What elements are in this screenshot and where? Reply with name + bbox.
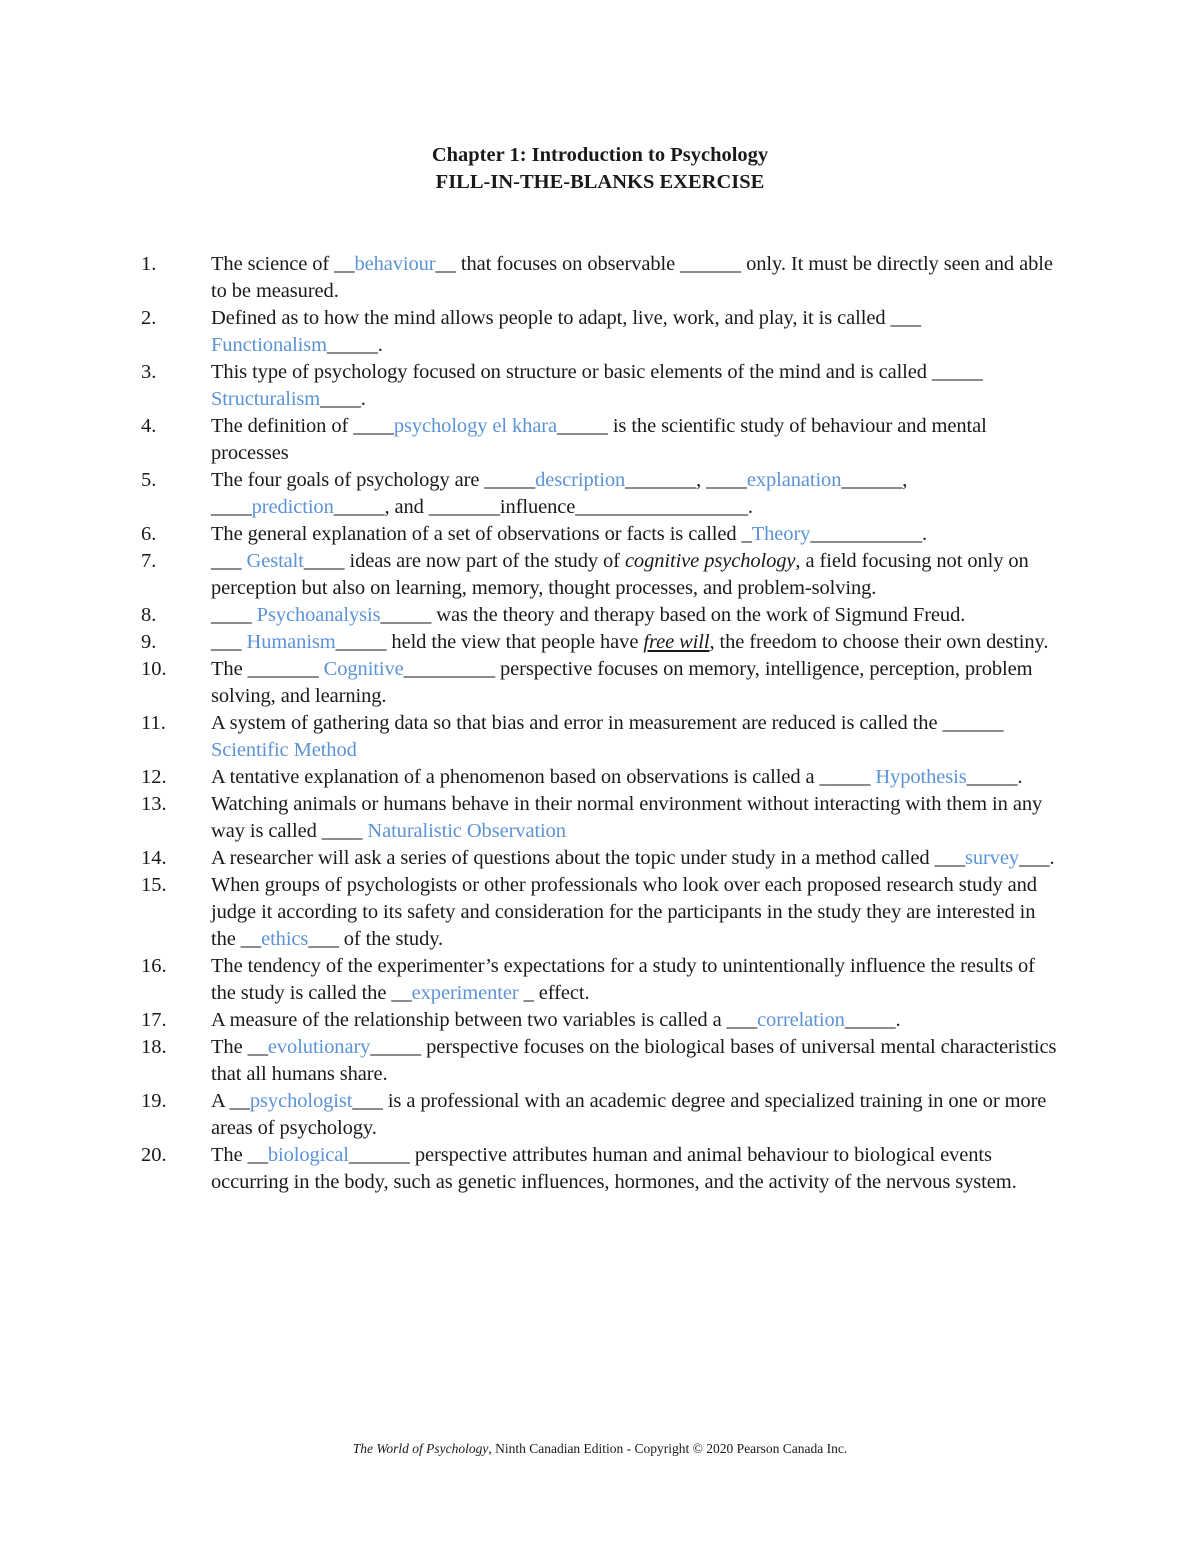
question-text-segment: ____ <box>211 604 257 626</box>
question-text <box>211 548 1061 602</box>
question-text <box>211 251 1061 305</box>
question-number: 11. <box>141 712 166 734</box>
question-text <box>211 710 1061 764</box>
question-text-segment: ___ is a professional with an academic degree and specialized training in one or more areas of psychology. <box>211 1090 1047 1139</box>
filled-answer: Scientific Method <box>211 739 357 761</box>
question-text-segment: ___ of the study. <box>308 928 444 950</box>
question-text-segment: A __ <box>211 1090 250 1112</box>
question-number: 17. <box>141 1009 167 1031</box>
question-text-segment: The general explanation of a set of observations or facts is called _ <box>211 523 752 545</box>
question-item <box>0 710 1200 764</box>
question-text-segment: ___________. <box>810 523 928 545</box>
filled-answer: psychologist <box>249 1090 353 1112</box>
question-text <box>211 359 1061 413</box>
question-text <box>211 845 1061 872</box>
question-text-segment: _____ is the scientific study of behaviour and mental processes <box>211 415 987 464</box>
question-item <box>0 602 1200 629</box>
question-number: 9. <box>141 631 157 653</box>
question-list <box>0 251 1200 1196</box>
filled-answer: Naturalistic Observation <box>367 820 566 842</box>
question-text-segment: The _______ <box>211 658 324 680</box>
question-number: 7. <box>141 550 157 572</box>
chapter-title: Chapter 1: Introduction to Psychology <box>431 144 769 166</box>
question-text-segment: _____. <box>327 334 383 356</box>
question-item <box>0 548 1200 602</box>
emphasized-term: free will <box>643 631 710 653</box>
question-text-segment: ______, ____ <box>211 469 908 518</box>
question-item <box>0 251 1200 305</box>
question-text-segment: The tendency of the experimenter’s expectations for a study to unintentionally influence the results of the study is called the __ <box>211 955 1035 1004</box>
question-text <box>211 1034 1061 1088</box>
question-text <box>211 791 1061 845</box>
question-text-segment: ____ ideas are now part of the study of <box>303 550 625 572</box>
question-number: 6. <box>141 523 157 545</box>
question-text-segment: A tentative explanation of a phenomenon based on observations is called a _____ <box>211 766 876 788</box>
question-text-segment: ___ <box>211 550 247 572</box>
filled-answer: Structuralism <box>211 388 321 410</box>
question-text <box>211 602 1061 629</box>
question-item <box>0 629 1200 656</box>
question-text-segment: ______ perspective attributes human and animal behaviour to biological events occurring in the body, such as genetic influences, hormones, and the activity of the nervous system. <box>211 1144 1017 1193</box>
footer-book-title: The World of Psychology <box>352 1441 489 1456</box>
question-text-segment: The science of __ <box>211 253 355 275</box>
question-text-segment: When groups of psychologists or other professionals who look over each proposed research study and judge it according to its safety and consideration for the participants in the study they are interested in the __ <box>211 874 1037 950</box>
question-number: 13. <box>141 793 167 815</box>
filled-answer: experimenter <box>411 982 519 1004</box>
emphasized-term: cognitive psychology <box>624 550 796 572</box>
question-number: 8. <box>141 604 157 626</box>
question-text-segment: _____, and _______influence_________________. <box>333 496 753 518</box>
question-text <box>211 629 1061 656</box>
filled-answer: Psychoanalysis <box>256 604 381 626</box>
question-number: 14. <box>141 847 167 869</box>
filled-answer: survey <box>965 847 1020 869</box>
question-item <box>0 1088 1200 1142</box>
filled-answer: description <box>535 469 626 491</box>
filled-answer: Theory <box>751 523 811 545</box>
question-text-segment: ___. <box>1019 847 1055 869</box>
filled-answer: ethics <box>261 928 309 950</box>
question-text-segment: A system of gathering data so that bias and error in measurement are reduced is called the ______ <box>211 712 1004 734</box>
filled-answer: Hypothesis <box>875 766 967 788</box>
filled-answer: Functionalism <box>211 334 328 356</box>
question-number: 12. <box>141 766 167 788</box>
question-text-segment: The __ <box>211 1144 268 1166</box>
question-text-segment: _____. <box>844 1009 901 1031</box>
question-text-segment: _____ was the theory and therapy based on the work of Sigmund Freud. <box>380 604 966 626</box>
question-text-segment: This type of psychology focused on structure or basic elements of the mind and is called _____ <box>211 361 983 383</box>
question-text-segment: , the freedom to choose their own destiny. <box>709 631 1049 653</box>
question-text <box>211 764 1061 791</box>
question-item <box>0 1142 1200 1196</box>
question-text <box>211 953 1061 1007</box>
filled-answer: correlation <box>757 1009 845 1031</box>
question-text-segment: Defined as to how the mind allows people to adapt, live, work, and play, it is called ___ <box>211 307 921 329</box>
question-item <box>0 305 1200 359</box>
question-text-segment: Watching animals or humans behave in their normal environment without interacting with them in any way is called ____ <box>211 793 1043 842</box>
footer-copyright: , Ninth Canadian Edition - Copyright © 2020 Pearson Canada Inc. <box>488 1441 848 1456</box>
filled-answer: Gestalt <box>246 550 304 572</box>
filled-answer: psychology el khara <box>393 415 558 437</box>
question-text-segment: ___ <box>211 631 247 653</box>
question-number: 20. <box>141 1144 167 1166</box>
question-text-segment: , a field focusing not only on perception but also on learning, memory, thought processes, and problem-solving. <box>211 550 1029 599</box>
question-item <box>0 656 1200 710</box>
question-number: 18. <box>141 1036 167 1058</box>
question-text-segment: The __ <box>211 1036 268 1058</box>
question-text-segment: _____ perspective focuses on the biological bases of universal mental characteristics that all humans share. <box>211 1036 1057 1085</box>
question-item <box>0 1034 1200 1088</box>
exercise-title: FILL-IN-THE-BLANKS EXERCISE <box>435 171 765 193</box>
question-text-segment: _____. <box>966 766 1023 788</box>
question-item <box>0 521 1200 548</box>
question-item <box>0 953 1200 1007</box>
question-text-segment: A researcher will ask a series of questions about the topic under study in a method called ___ <box>211 847 966 869</box>
question-text-segment: __ that focuses on observable ______ only. It must be directly seen and able to be measured. <box>211 253 1053 302</box>
question-item <box>0 791 1200 845</box>
filled-answer: behaviour <box>354 253 436 275</box>
question-text <box>211 656 1061 710</box>
filled-answer: biological <box>267 1144 349 1166</box>
question-number: 1. <box>141 253 157 275</box>
question-text <box>211 467 1061 521</box>
question-text <box>211 1088 1061 1142</box>
document-header <box>0 142 1200 196</box>
question-number: 4. <box>141 415 157 437</box>
question-number: 19. <box>141 1090 167 1112</box>
question-text-segment: _ effect. <box>518 982 590 1004</box>
question-text <box>211 305 1061 359</box>
question-item <box>0 467 1200 521</box>
filled-answer: prediction <box>251 496 334 518</box>
question-number: 15. <box>141 874 167 896</box>
question-number: 16. <box>141 955 167 977</box>
question-item <box>0 359 1200 413</box>
question-number: 5. <box>141 469 157 491</box>
question-item <box>0 845 1200 872</box>
question-text-segment: The four goals of psychology are _____ <box>211 469 536 491</box>
question-item <box>0 764 1200 791</box>
question-item <box>0 413 1200 467</box>
question-text-segment: ____. <box>320 388 366 410</box>
filled-answer: Humanism <box>246 631 336 653</box>
question-number: 3. <box>141 361 157 383</box>
question-number: 2. <box>141 307 157 329</box>
question-item <box>0 1007 1200 1034</box>
question-item <box>0 872 1200 953</box>
question-text <box>211 521 1061 548</box>
question-text-segment: A measure of the relationship between two variables is called a ___ <box>211 1009 758 1031</box>
question-text <box>211 1142 1061 1196</box>
question-text-segment: The definition of ____ <box>211 415 394 437</box>
filled-answer: explanation <box>746 469 842 491</box>
filled-answer: evolutionary <box>267 1036 371 1058</box>
question-text-segment: _____ held the view that people have <box>335 631 644 653</box>
filled-answer: Cognitive <box>323 658 404 680</box>
page-footer <box>0 1440 1200 1458</box>
question-text <box>211 1007 1061 1034</box>
question-text-segment: _______, ____ <box>625 469 747 491</box>
question-text-segment: _________ perspective focuses on memory, intelligence, perception, problem solving, and learning. <box>211 658 1033 707</box>
question-text <box>211 872 1061 953</box>
question-number: 10. <box>141 658 167 680</box>
question-text <box>211 413 1061 467</box>
